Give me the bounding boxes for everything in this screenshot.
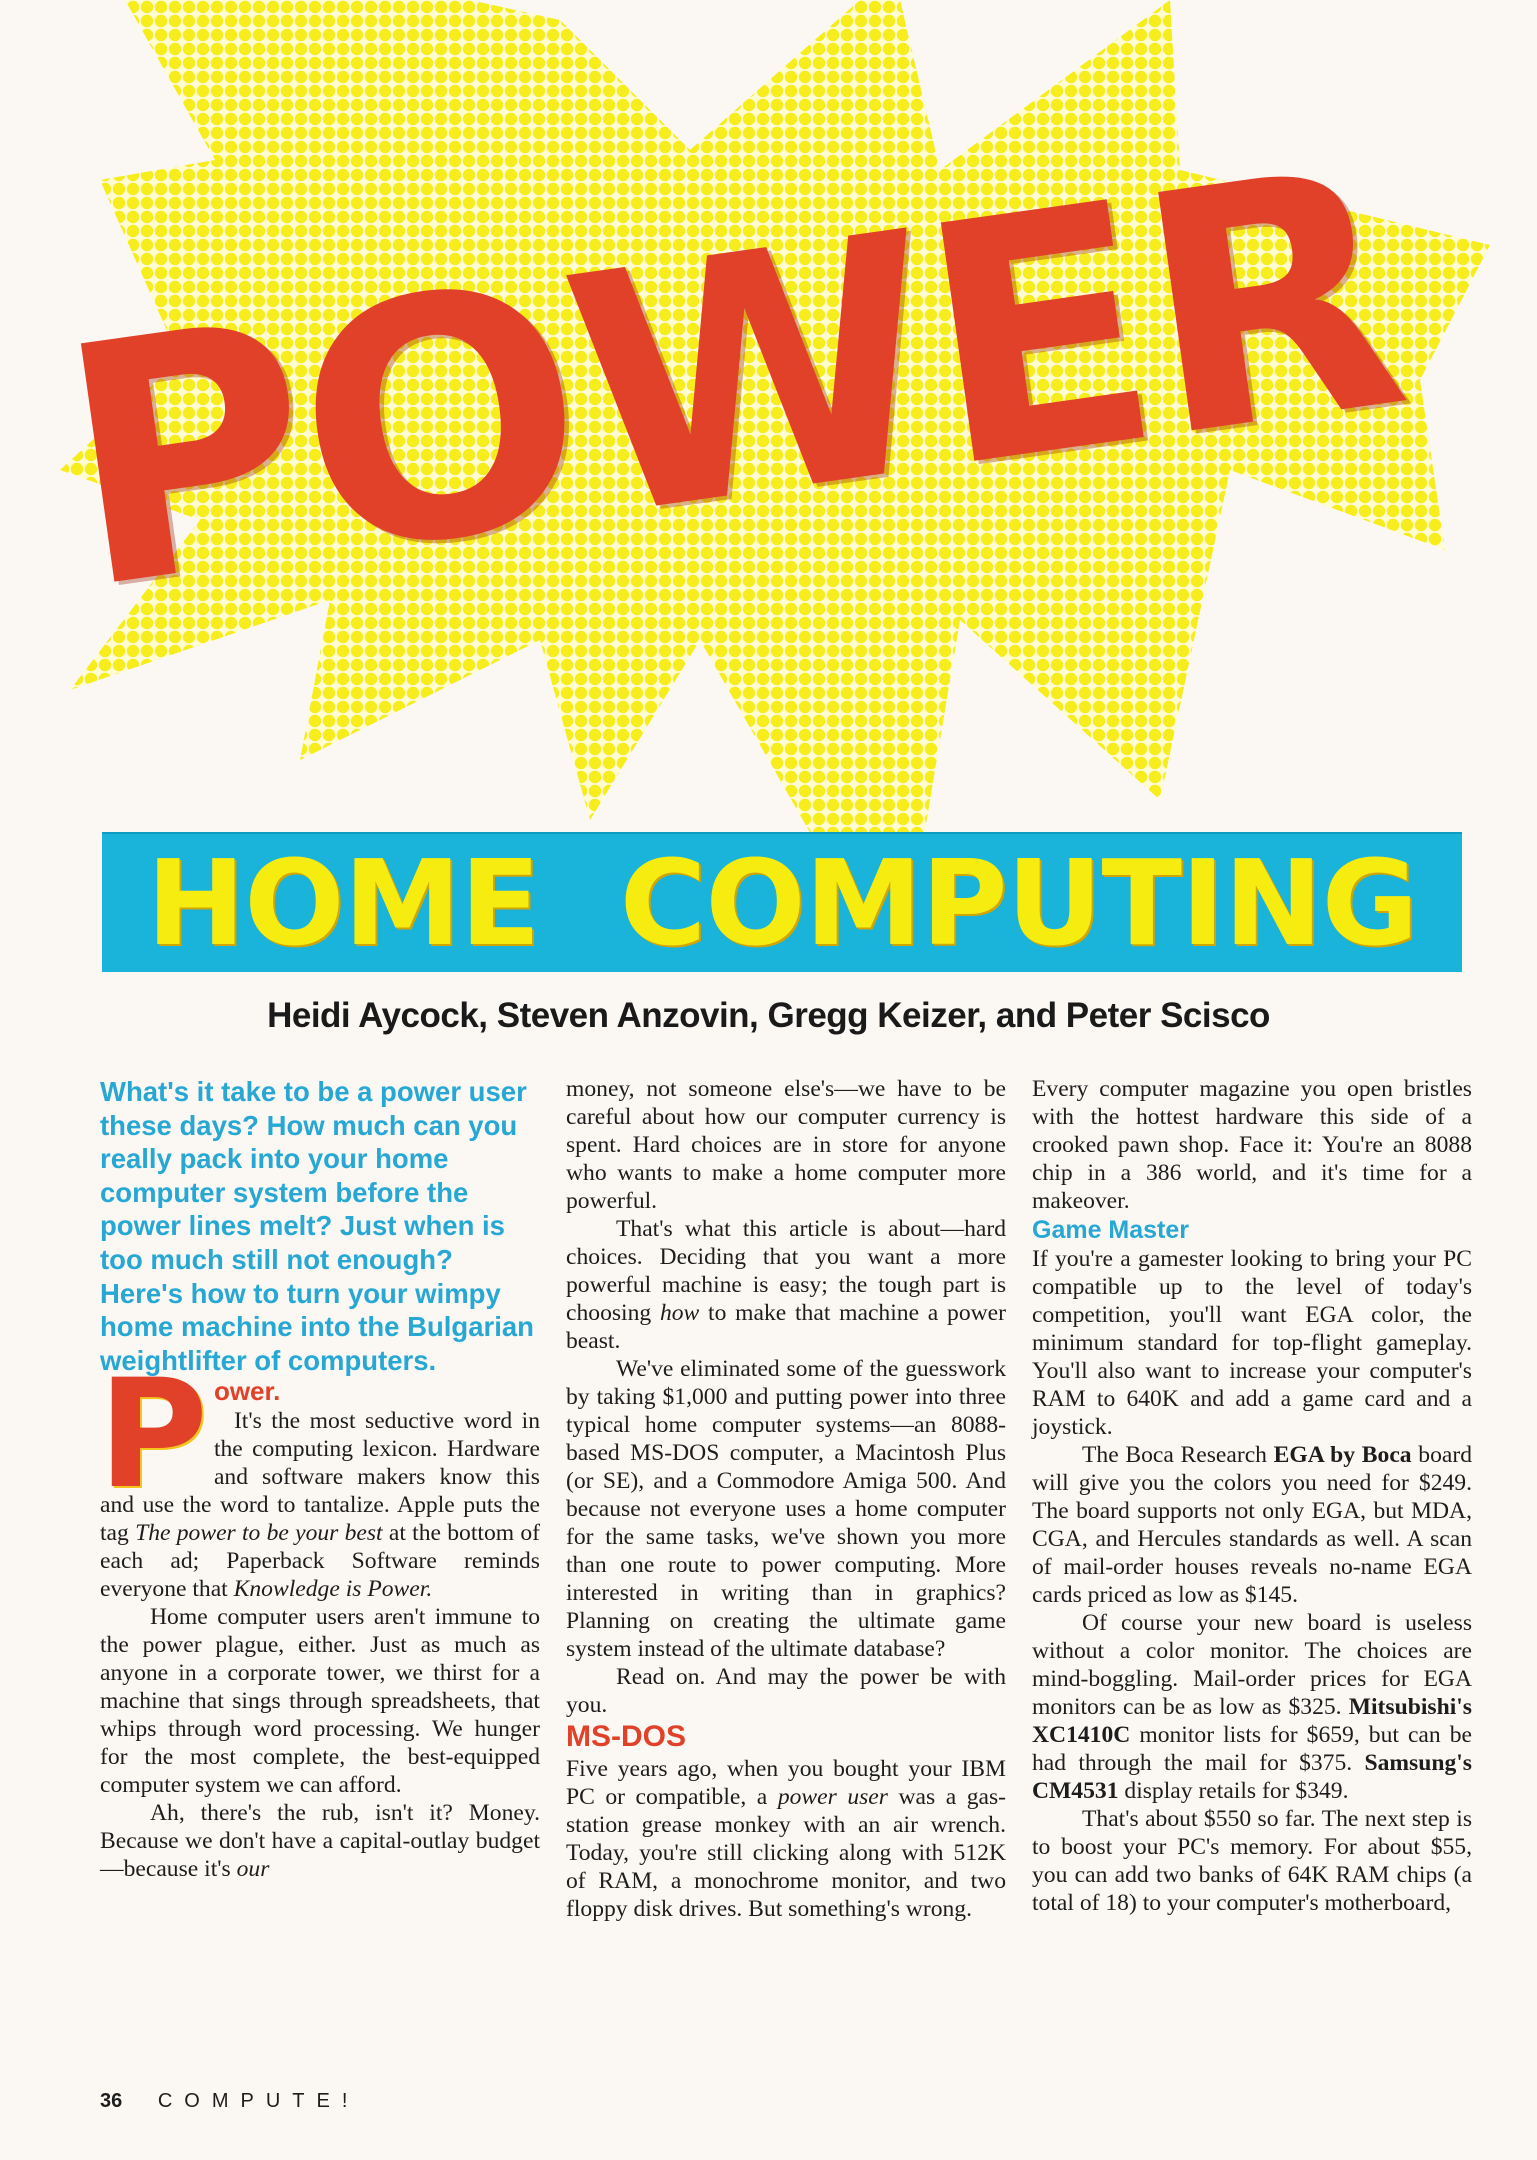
paragraph: money, not someone else's—we have to be careful about how our computer currency is spent. Hard choices are in store for anyone who wants to make a home computer more powerful. <box>566 1076 1006 1214</box>
paragraph: Every computer magazine you open bristles with the hottest hardware this side of a crooked pawn shop. Face it: You're an 8088 chip in a 386 world, and it's time for a makeover. <box>1032 1076 1472 1214</box>
column-2 <box>566 1075 1006 1923</box>
text-run: at the bottom of each ad; Paperback Software reminds everyone that <box>100 1520 541 1603</box>
italic-run: Knowledge is Power. <box>233 1576 433 1603</box>
text-run: board will give you the colors you need for $249. The board supports not only EGA, but MDA, CGA, and Hercules standards as well. A scan of mail-order houses reveals no-name EGA cards priced as low as $145. <box>1032 1442 1472 1608</box>
italic-run: how <box>659 1300 700 1326</box>
paragraph <box>100 1799 540 1883</box>
text-run: monitor lists for $659, but can be had through the mail for $375. <box>1032 1722 1472 1776</box>
magazine-name: COMPUTE! <box>157 2090 360 2112</box>
text-run: It's the most seductive word in the computing lexicon. Hardware and software makers know this and use the word to tantalize. Apple puts the tag <box>100 1408 540 1547</box>
paragraph <box>566 1215 1006 1355</box>
drop-cap: P <box>98 1348 208 1523</box>
paragraph <box>566 1755 1006 1923</box>
paragraph: Read on. And may the power be with you. <box>566 1664 1006 1718</box>
text-run: The Boca Research <box>1082 1442 1274 1468</box>
column-3 <box>1032 1075 1472 1917</box>
paragraph: That's about $550 so far. The next step is to boost your PC's memory. For about $55, you can add two banks of 64K RAM chips (a total of 18) to your computer's motherboard, <box>1032 1806 1472 1916</box>
text-run: to make that machine a power beast. <box>566 1300 1006 1354</box>
lead-paragraph <box>98 1348 541 1603</box>
text-run: That's what this article is about—hard choices. Deciding that you want a more powerful machine is easy; the tough part is choosing <box>566 1216 1006 1326</box>
section-banner <box>102 832 1462 972</box>
bold-run: Samsung's CM4531 <box>1032 1750 1472 1804</box>
lead-word: ower. <box>213 1376 281 1407</box>
italic-run: The power to be your best <box>135 1520 383 1547</box>
section-heading-msdos: MS-DOS <box>566 1720 686 1753</box>
paragraph: Home computer users aren't immune to the power plague, either. Just as much as anyone in a corporate tower, we thirst for a machine that sings through spreadsheets, that whips through word processing. We hunger for the most complete, the best-equipped computer system we can afford. <box>100 1604 540 1799</box>
banner-text: HOME COMPUTING <box>146 834 1418 972</box>
byline: Heidi Aycock, Steven Anzovin, Gregg Keizer, and Peter Scisco <box>267 996 1270 1035</box>
text-run: was a gas-station grease monkey with an air wrench. Today, you're still clicking along with 512K of RAM, a monochrome monitor, and two floppy disk drives. But something's wrong. <box>566 1784 1006 1922</box>
page-footer <box>100 2090 359 2113</box>
column-1 <box>100 1075 540 1883</box>
section-heading-game-master: Game Master <box>1032 1216 1190 1244</box>
headline-power: POWER <box>41 96 1419 664</box>
text-run: display retails for $349. <box>1118 1778 1349 1804</box>
page-number: 36 <box>100 2090 123 2112</box>
paragraph <box>1032 1609 1472 1805</box>
paragraph: If you're a gamester looking to bring your PC compatible up to the level of today's competition, you'll want EGA color, the minimum standard for top-flight gameplay. You'll also want to increase your computer's RAM to 640K and add a game card and a joystick. <box>1032 1246 1472 1440</box>
bold-run: Mitsubishi's XC1410C <box>1032 1694 1472 1748</box>
text-run: Of course your new board is useless without a color monitor. The choices are mind-boggling. Mail-order prices for EGA monitors can be as low as $325. <box>1032 1610 1472 1720</box>
text-run: Five years ago, when you bought your IBM PC or compatible, a <box>566 1756 1006 1810</box>
article-deck: What's it take to be a power user these days? How much can you really pack into your home computer system before the power lines melt? Just when is too much still not enough? Here's how to turn your wimpy home machine into the Bulgarian weightlifter of computers. <box>100 1076 534 1376</box>
italic-run: our <box>236 1856 270 1883</box>
bold-run: EGA by Boca <box>1273 1442 1412 1468</box>
text-run: Ah, there's the rub, isn't it? Money. Because we don't have a capital-outlay budget—because it's <box>100 1800 540 1883</box>
italic-run: power user <box>777 1784 888 1810</box>
paragraph: We've eliminated some of the guesswork by taking $1,000 and putting power into three typical home computer systems—an 8088-based MS-DOS computer, a Macintosh Plus (or SE), and a Commodore Amiga 500. And because not everyone uses a home computer for the same tasks, we've shown you more than one route to power computing. More interested in writing than in graphics? Planning on creating the ultimate game system instead of the ultimate database? <box>566 1356 1006 1662</box>
paragraph <box>1032 1441 1472 1609</box>
